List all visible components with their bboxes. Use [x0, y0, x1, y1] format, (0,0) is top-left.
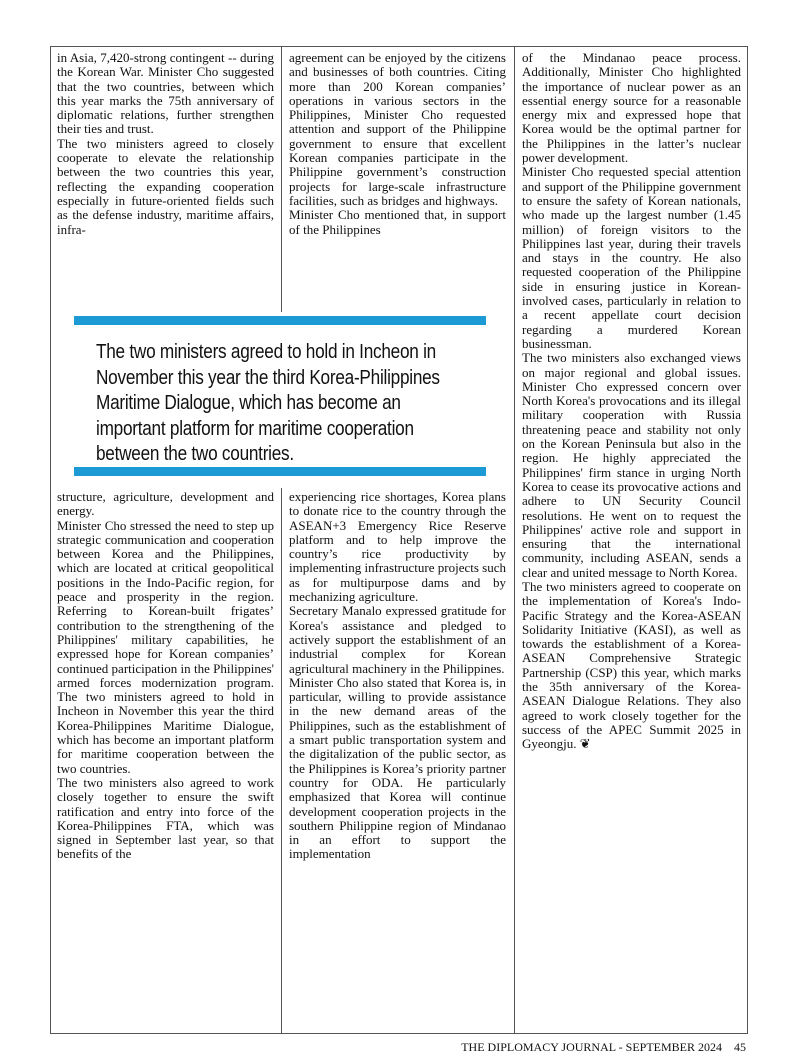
paragraph: The two ministers also exchanged views on major regional and global issues. Minister Cho expressed concern over North Korea's provocations and its illegal military cooperation with Russia threatening peace and stability not only on the Korean Peninsula but also in the region. He highly appreciated the Philippines' firm stance in urging North Korea to cease its provocative actions and adhere to UN Security Council resolutions. He went on to request the Philippines' active role and support in ensuring that the international community, including ASEAN, sends a clear and united message to North Korea.	[522, 350, 741, 580]
paragraph-text: The two ministers agreed to cooperate on the implementation of Korea's Indo-Pacific Strategy and the Korea-ASEAN Solidarity Initiative (KASI), as well as towards the establishment of a Korea-ASEAN Comprehensive Strategic Partnership (CSP) this year, which marks the 35th anniversary of the Korea-ASEAN Dialogue Relations. They also agreed to work closely together for the success of the APEC Summit 2025 in Gyeongju.	[522, 578, 741, 752]
paragraph: The two ministers also agreed to work closely together to ensure the swift ratification and entry into force of the Korea-Philippines FTA, which was signed in September last year, so that benefits of the	[57, 774, 274, 862]
paragraph: Minister Cho also stated that Korea is, in particular, willing to provide assistance in the new demand areas of the Philippines, such as the establishment of a smart public transportation system and the digitalization of the public sector, as the Philippines is Korea’s priority partner country for ODA. He particularly emphasized that Korea will continue development cooperation projects in the southern Philippine region of Mindanao in an effort to support the implementation	[289, 674, 506, 862]
paragraph: Minister Cho stressed the need to step up strategic communication and cooperation between Korea and the Philippines, which are located at critical geopolitical positions in the Indo-Pacific region, for peace and prosperity in the region. Referring to Korean-built frigates’ contribution to the strengthening of the Philippines' military capabilities, he expressed hope for Korean companies’ continued participation in the Philippines' armed forces modernization program. The two ministers agreed to hold in Incheon in November this year the third Korea-Philippines Maritime Dialogue, which has become an important platform for maritime cooperation between the two countries.	[57, 517, 274, 776]
column-divider-2	[514, 46, 515, 1034]
column-divider-1-lower	[281, 488, 282, 1034]
end-mark-icon: ❦	[579, 736, 591, 752]
paragraph: The two ministers agreed to closely cooperate to elevate the relationship between the two countries this year, reflecting the expanding cooperation especially in future-oriented fields such as the defense industry, maritime affairs, infra-	[57, 135, 274, 237]
paragraph: in Asia, 7,420-strong contingent -- during the Korean War. Minister Cho suggested that the two countries, between which this year marks the 75th anniversary of diplomatic relations, further strengthen their ties and trust.	[57, 51, 274, 137]
paragraph: Minister Cho requested special attention and support of the Philippine government to ensure the safety of Korean nationals, who made up the largest number (1.45 million) of foreign visitors to the Philippines last year, during their travels and stays in the country. He also requested cooperation of the Philippine side in ensuring justice in Korean-involved cases, particularly in relation to a recent appellate court decision regarding a murdered Korean businessman.	[522, 164, 741, 351]
paragraph	[522, 580, 741, 752]
column-1-top	[57, 51, 274, 296]
page-footer	[461, 1040, 746, 1055]
page-number: 45	[734, 1040, 746, 1054]
column-3	[522, 51, 741, 1031]
paragraph: structure, agriculture, development and energy.	[57, 490, 274, 519]
pull-quote-top-bar	[74, 316, 486, 325]
column-2-bottom	[289, 490, 506, 1032]
pull-quote: The two ministers agreed to hold in Incheon in November this year the third Korea-Philippines Maritime Dialogue, which has become an important platform for maritime cooperation between the two countries.	[96, 341, 440, 465]
paragraph: agreement can be enjoyed by the citizens and businesses of both countries. Citing more than 200 Korean companies’ operations in various sectors in the Philippines, Minister Cho requested attention and support of the Philippine government to ensure that excellent Korean companies participate in the Philippine government’s construction projects for large-scale infrastructure facilities, such as bridges and highways.	[289, 51, 506, 208]
publication-name: THE DIPLOMACY JOURNAL - SEPTEMBER 2024	[461, 1040, 722, 1054]
pull-quote-bottom-bar	[74, 467, 486, 476]
paragraph: Minister Cho mentioned that, in support of the Philippines	[289, 207, 506, 237]
column-1-bottom	[57, 490, 274, 1032]
paragraph: experiencing rice shortages, Korea plans to donate rice to the country through the ASEAN+3 Emergency Rice Reserve platform and to help improve the country’s rice productivity by implementing infrastructure projects such as for multipurpose dams and by mechanizing agriculture.	[289, 490, 506, 605]
paragraph: of the Mindanao peace process. Additionally, Minister Cho highlighted the importance of nuclear power as an essential energy source for a reasonable energy mix and expressed hope that Korea would be the optimal partner for the Philippines in the latter’s nuclear power development.	[522, 51, 741, 166]
paragraph: Secretary Manalo expressed gratitude for Korea's assistance and pledged to actively support the establishment of an industrial complex for Korean agricultural machinery in the Philippines.	[289, 603, 506, 676]
column-2-top	[289, 51, 506, 296]
column-divider-1	[281, 46, 282, 312]
